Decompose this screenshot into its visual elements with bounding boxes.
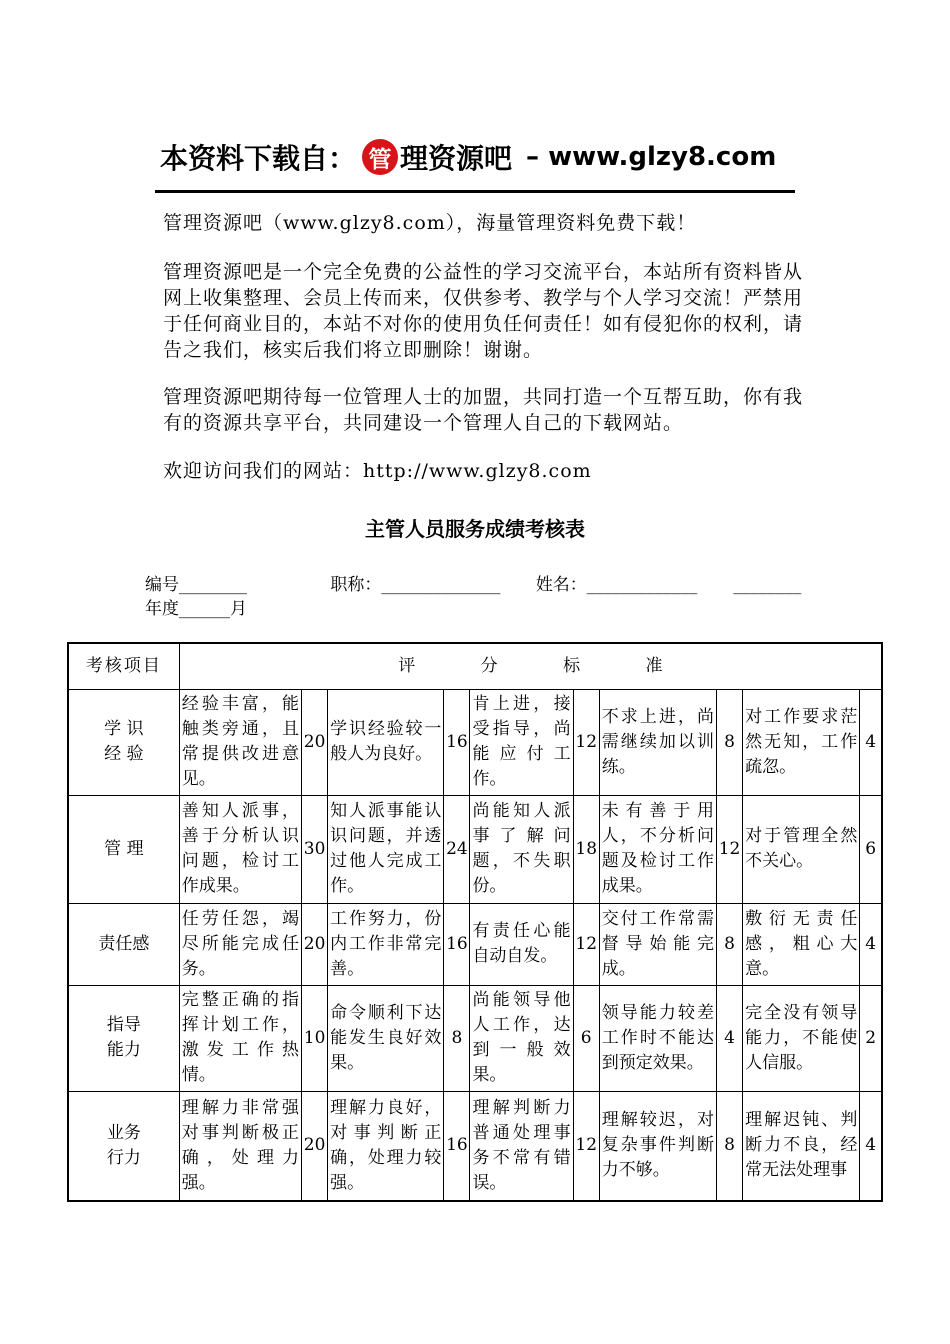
criteria-score[interactable]: 4 [860, 903, 882, 985]
row-item-label: 责任感 [68, 903, 179, 985]
notice-paragraph-3: 管理资源吧期待每一位管理人士的加盟，共同打造一个互帮互助，你有我有的资源共享平台，共同建设一个管理人自己的下载网站。 [163, 386, 804, 434]
blank-field[interactable]: ________ [733, 575, 802, 595]
notice-line-1: 管理资源吧（www.glzy8.com），海量管理资料免费下载！ [163, 212, 697, 234]
criteria-score[interactable]: 12 [717, 795, 743, 903]
criteria-text: 对工作要求茫然无知，工作疏忽。 [743, 689, 860, 795]
criteria-text: 学识经验较一般人为良好。 [328, 689, 444, 795]
criteria-text: 经验丰富，能触类旁通，且常提供改进意见。 [179, 689, 301, 795]
criteria-score[interactable]: 30 [302, 795, 328, 903]
criteria-text: 理解迟钝、判断力不良，经常无法处理事 [743, 1091, 860, 1201]
criteria-score[interactable]: 12 [573, 903, 599, 985]
criteria-text: 知人派事能认识问题，并透过他人完成工作。 [328, 795, 444, 903]
criteria-score[interactable]: 8 [444, 985, 470, 1091]
table-row [68, 1091, 882, 1201]
criteria-score[interactable]: 20 [302, 689, 328, 795]
table-row [68, 795, 882, 903]
year-field[interactable]: 年度______月 [145, 599, 247, 619]
criteria-score[interactable]: 16 [444, 689, 470, 795]
header-standard: 评 分 标 准 [179, 643, 882, 689]
table-header-row [68, 643, 882, 689]
criteria-score[interactable]: 8 [717, 903, 743, 985]
evaluation-table [67, 642, 883, 1202]
criteria-score[interactable]: 20 [302, 903, 328, 985]
row-item-label: 指导 能力 [68, 985, 179, 1091]
number-field[interactable]: 编号________ [145, 575, 247, 595]
criteria-score[interactable]: 16 [444, 903, 470, 985]
criteria-score[interactable]: 4 [860, 1091, 882, 1201]
banner-divider [155, 190, 795, 193]
banner-prefix: 本资料下载自： [160, 142, 357, 175]
criteria-text: 完整正确的指挥计划工作，激发工作热情。 [179, 985, 301, 1091]
criteria-text: 尚能知人派事了解问题，不失职份。 [470, 795, 573, 903]
row-item-label: 学 识 经 验 [68, 689, 179, 795]
criteria-text: 有责任心能自动自发。 [470, 903, 573, 985]
header-item: 考核项目 [68, 643, 179, 689]
criteria-text: 任劳任怨，竭尽所能完成任务。 [179, 903, 301, 985]
page-title: 主管人员服务成绩考核表 [365, 517, 585, 541]
criteria-score[interactable]: 2 [860, 985, 882, 1091]
criteria-text: 工作努力，份内工作非常完善。 [328, 903, 444, 985]
criteria-text: 理解力良好，对事判断正确，处理力较强。 [328, 1091, 444, 1201]
criteria-text: 敷衍无责任感，粗心大意。 [743, 903, 860, 985]
criteria-text: 善知人派事，善于分析认识问题，检讨工作成果。 [179, 795, 301, 903]
banner-url: – www.glzy8.com [526, 142, 777, 172]
criteria-score[interactable]: 8 [717, 1091, 743, 1201]
site-logo-icon: 管 [362, 139, 398, 175]
criteria-text: 未有善于用人，不分析问题及检讨工作成果。 [599, 795, 716, 903]
criteria-text: 理解力非常强对事判断极正确，处理力强。 [179, 1091, 301, 1201]
criteria-score[interactable]: 20 [302, 1091, 328, 1201]
criteria-score[interactable]: 4 [717, 985, 743, 1091]
criteria-text: 理解较迟，对复杂事件判断力不够。 [599, 1091, 716, 1201]
download-banner [160, 135, 800, 179]
notice-paragraph-2: 管理资源吧是一个完全免费的公益性的学习交流平台，本站所有资料皆从网上收集整理、会员上传而来，仅供参考、教学与个人学习交流！严禁用于任何商业目的，本站不对你的使用负任何责任！如有侵犯你的权利，请告之我们，核实后我们将立即删除！谢谢。 [163, 261, 804, 361]
position-field[interactable]: 职称：______________ [330, 575, 501, 595]
form-meta-line-1 [145, 573, 825, 597]
criteria-text: 领导能力较差工作时不能达到预定效果。 [599, 985, 716, 1091]
criteria-score[interactable]: 12 [573, 1091, 599, 1201]
table-row [68, 985, 882, 1091]
criteria-text: 不求上进，尚需继续加以训练。 [599, 689, 716, 795]
criteria-score[interactable]: 18 [573, 795, 599, 903]
criteria-text: 完全没有领导能力，不能使人信服。 [743, 985, 860, 1091]
criteria-text: 理解判断力普通处理事务不常有错误。 [470, 1091, 573, 1201]
criteria-text: 尚能领导他人工作，达到一般效果。 [470, 985, 573, 1091]
criteria-score[interactable]: 16 [444, 1091, 470, 1201]
notice-line-4: 欢迎访问我们的网站：http://www.glzy8.com [163, 460, 592, 482]
criteria-score[interactable]: 4 [860, 689, 882, 795]
criteria-score[interactable]: 6 [573, 985, 599, 1091]
criteria-score[interactable]: 6 [860, 795, 882, 903]
criteria-score[interactable]: 10 [302, 985, 328, 1091]
row-item-label: 管 理 [68, 795, 179, 903]
criteria-text: 肯上进，接受指导，尚能应付工作。 [470, 689, 573, 795]
banner-brand: 理资源吧 [400, 142, 513, 175]
criteria-text: 命令顺利下达能发生良好效果。 [328, 985, 444, 1091]
table-row [68, 689, 882, 795]
criteria-score[interactable]: 12 [573, 689, 599, 795]
name-field[interactable]: 姓名：_____________ [535, 575, 698, 595]
criteria-text: 交付工作常需督导始能完成。 [599, 903, 716, 985]
table-row [68, 903, 882, 985]
row-item-label: 业务 行力 [68, 1091, 179, 1201]
criteria-score[interactable]: 8 [717, 689, 743, 795]
criteria-score[interactable]: 24 [444, 795, 470, 903]
criteria-text: 对于管理全然不关心。 [743, 795, 860, 903]
